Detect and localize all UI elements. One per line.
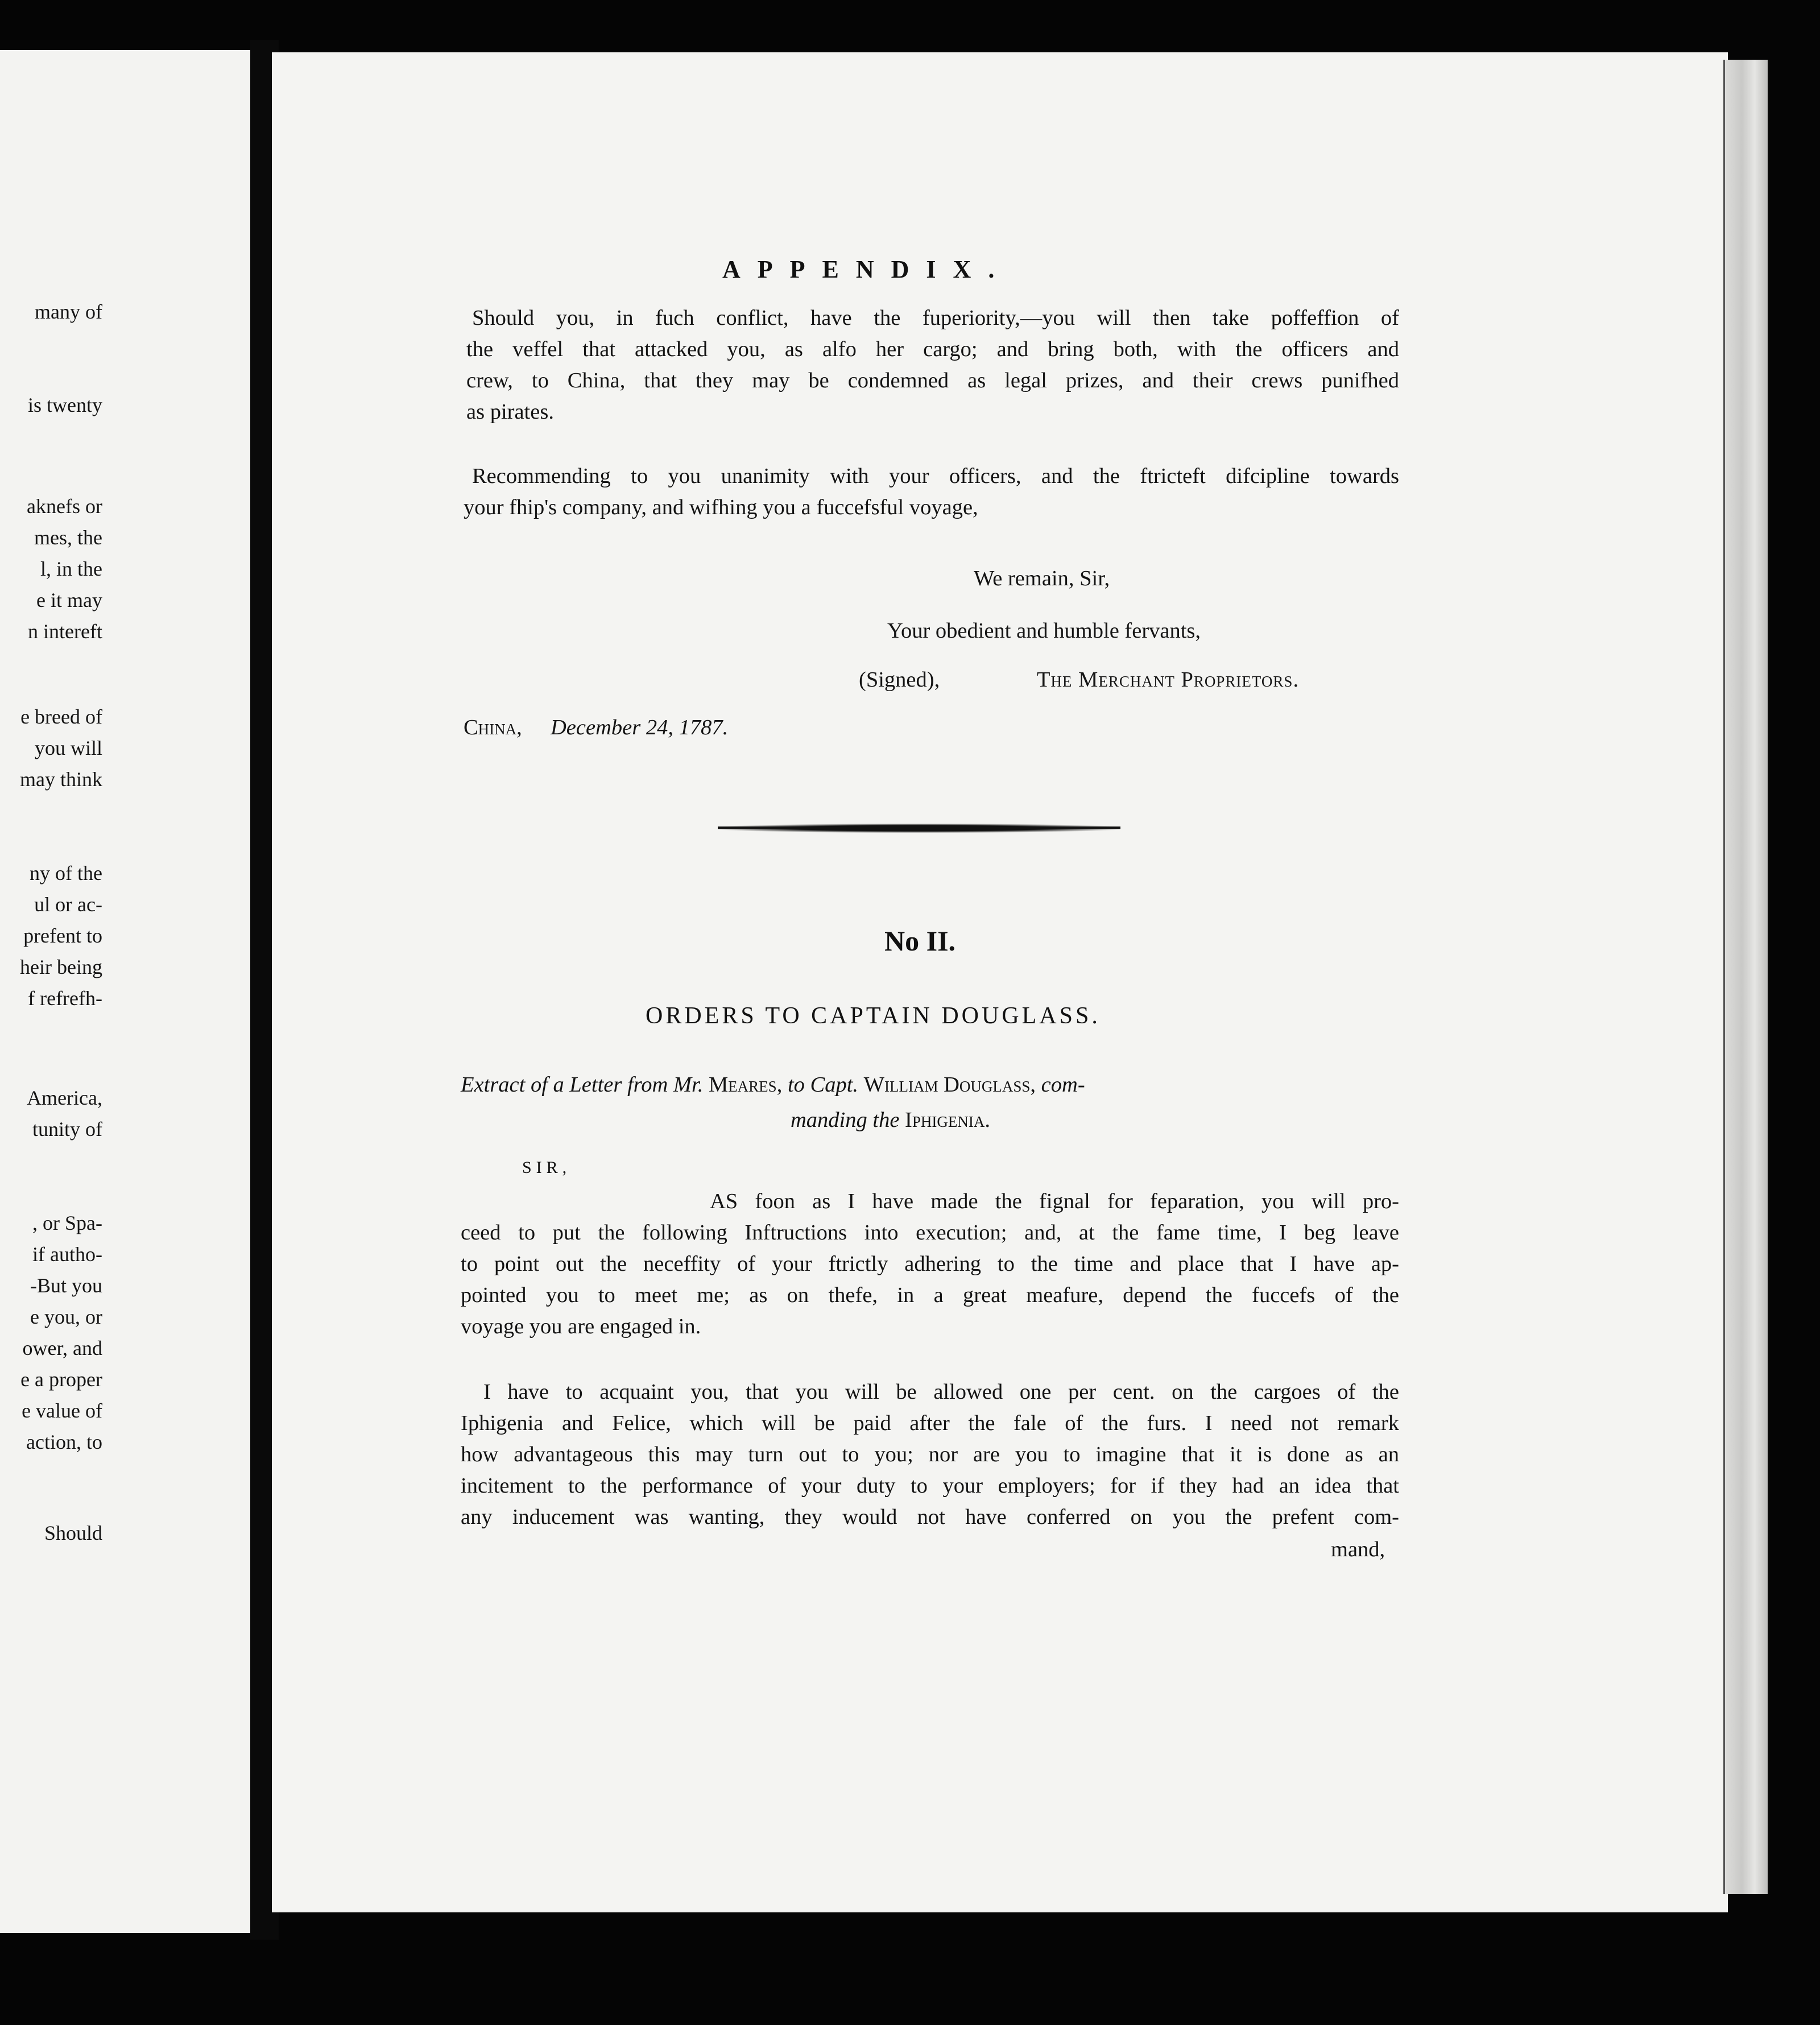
dateline-place: China,	[464, 716, 522, 739]
left-page-line: heir being	[20, 956, 102, 978]
left-page	[0, 50, 252, 1933]
para1-line-2: the veffel that attacked you, as alfo her cargo; and bring both, with the officers and	[466, 337, 1399, 361]
left-page-line: mes, the	[34, 526, 102, 549]
running-head-appendix: APPENDIX.	[722, 255, 1012, 283]
left-page-line: e it may	[36, 589, 102, 611]
left-page-line: you will	[34, 737, 102, 759]
extract-line-1	[461, 1069, 1399, 1101]
para3-line-1: AS foon as I have made the fignal for feparation, you will pro-	[710, 1189, 1399, 1213]
orders-heading: ORDERS TO CAPTAIN DOUGLASS.	[646, 1003, 1101, 1029]
para2-line-2: your fhip's company, and wifhing you a fuccefsful voyage,	[464, 495, 978, 519]
extract-text-b: to Capt.	[787, 1073, 859, 1097]
left-page-line: tunity of	[32, 1118, 102, 1140]
left-page-line: f refrefh-	[28, 987, 102, 1010]
para4-line-5: any inducement was wanting, they would not have conferred on you the prefent com-	[461, 1505, 1399, 1529]
left-page-line: America,	[27, 1086, 102, 1109]
section-rule-line	[718, 826, 1120, 829]
closing-signed: (Signed),	[859, 668, 940, 692]
para4-line-2: Iphigenia and Felice, which will be paid after the fale of the furs. I need not remark	[461, 1411, 1399, 1435]
closing-servants: Your obedient and humble fervants,	[887, 619, 1201, 643]
para1-line-1: Should you, in fuch conflict, have the fuperiority,—you will then take poffeffion of	[472, 306, 1399, 330]
para4-line-4: incitement to the performance of your duty to your employers; for if they had an idea that	[461, 1474, 1399, 1498]
para3-line-5: voyage you are engaged in.	[461, 1315, 701, 1338]
left-page-line: action, to	[26, 1431, 102, 1453]
left-page-line: ny of the	[30, 862, 102, 885]
para3-line-3: to point out the neceffity of your ftrictly adhering to the time and place that I have ap-	[461, 1252, 1399, 1276]
extract-text-a: Extract of a Letter from Mr.	[461, 1073, 704, 1097]
left-page-line: n intereft	[28, 620, 102, 643]
extract-line-2	[791, 1105, 990, 1136]
left-page-line: ul or ac-	[34, 893, 102, 916]
para3-line-2: ceed to put the following Inftructions into execution; and, at the fame time, I beg leave	[461, 1221, 1399, 1245]
para1-line-3: crew, to China, that they may be condemned as legal prizes, and their crews punifhed	[466, 369, 1399, 392]
extract-ship-iphigenia: Iphigenia.	[905, 1108, 990, 1132]
page-edge	[1723, 60, 1768, 1894]
closing-we-remain: We remain, Sir,	[974, 567, 1110, 590]
left-page-line: e value of	[22, 1399, 102, 1422]
extract-name-meares: Meares,	[708, 1073, 783, 1097]
left-page-line: Should	[44, 1522, 102, 1544]
left-page-line: if autho-	[32, 1243, 102, 1266]
left-page-line: prefent to	[23, 924, 102, 947]
section-number: No II.	[884, 925, 956, 957]
extract-text-d: manding the	[791, 1108, 900, 1132]
signatory: The Merchant Proprietors.	[1037, 668, 1300, 692]
left-page-line: many of	[35, 300, 102, 323]
left-page-line: aknefs or	[27, 495, 102, 518]
left-page-line: may think	[20, 768, 102, 791]
left-page-line: e breed of	[20, 705, 102, 728]
left-page-line: e a proper	[20, 1368, 102, 1391]
left-page-line: , or Spa-	[32, 1212, 102, 1234]
dateline-date: December 24, 1787.	[551, 716, 729, 739]
para4-line-1: I have to acquaint you, that you will be allowed one per cent. on the cargoes of the	[483, 1380, 1399, 1404]
para4-line-3: how advantageous this may turn out to you; nor are you to imagine that it is done as an	[461, 1443, 1399, 1466]
salutation: SIR,	[522, 1158, 572, 1177]
left-page-line: ower, and	[22, 1337, 102, 1359]
extract-text-c: com-	[1041, 1073, 1085, 1097]
left-page-line: l, in the	[40, 557, 102, 580]
extract-name-douglass: William Douglass,	[863, 1073, 1036, 1097]
para2-line-1: Recommending to you unanimity with your officers, and the ftricteft difcipline towards	[472, 464, 1399, 488]
catchword: mand,	[1331, 1538, 1385, 1561]
left-page-line: e you, or	[30, 1305, 102, 1328]
para3-line-4: pointed you to meet me; as on thefe, in a great meafure, depend the fuccefs of the	[461, 1283, 1399, 1307]
para1-line-4: as pirates.	[466, 400, 554, 424]
left-page-line: -But you	[30, 1274, 102, 1297]
left-page-line: is twenty	[28, 394, 102, 416]
